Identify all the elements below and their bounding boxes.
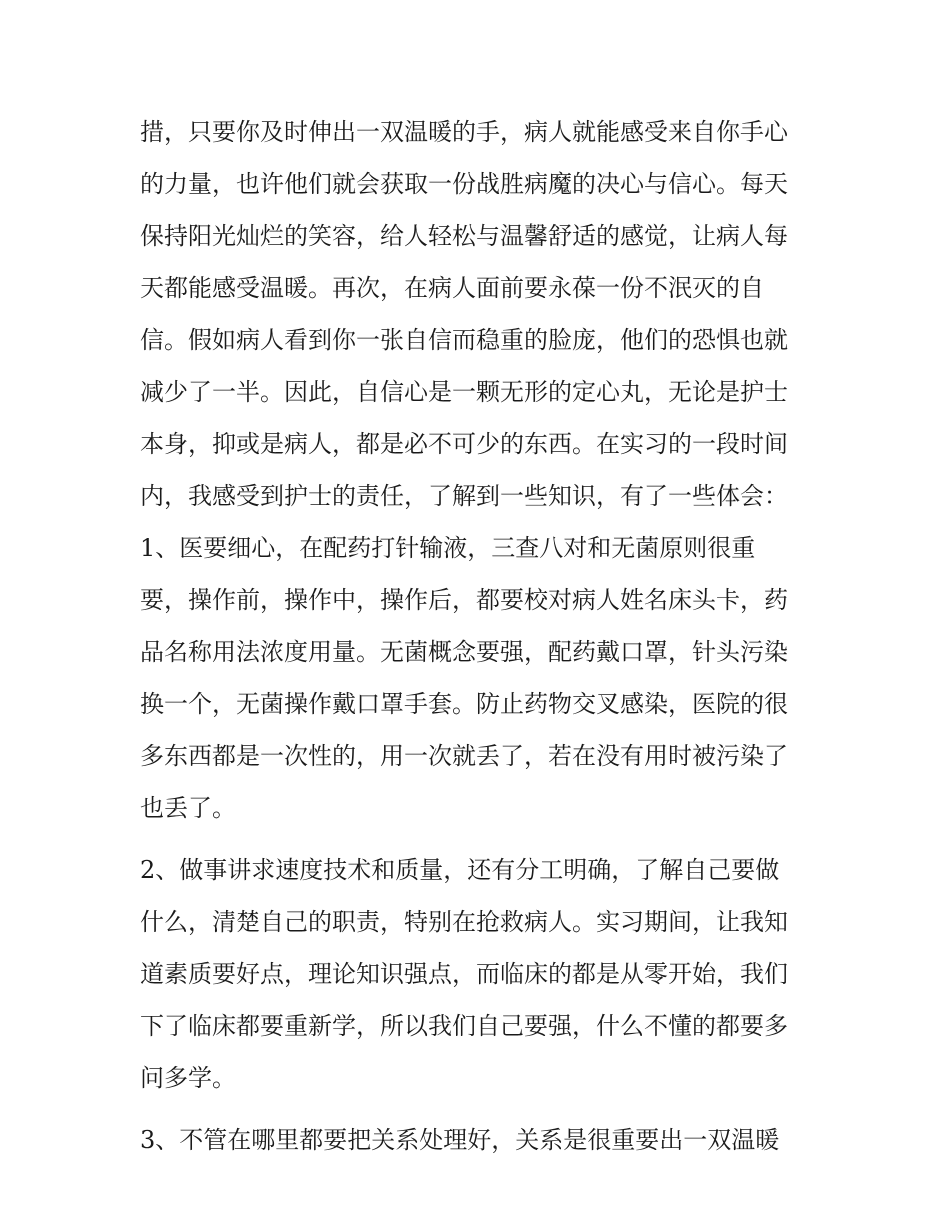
text-line: 减少了一半。因此，自信心是一颗无形的定心丸，无论是护士 [140, 378, 788, 406]
text-line: 天都能感受温暖。再次，在病人面前要永葆一份不泯灭的自 [140, 274, 764, 302]
text-line: 措，只要你及时伸出一双温暖的手，病人就能感受来自你手心 [140, 118, 788, 146]
text-line: 信。假如病人看到你一张自信而稳重的脸庞，他们的恐惧也就 [140, 326, 788, 354]
text-line: 保持阳光灿烂的笑容，给人轻松与温馨舒适的感觉，让病人每 [140, 222, 788, 250]
text-line: 多东西都是一次性的，用一次就丢了，若在没有用时被污染了 [140, 742, 788, 770]
text-line: 道素质要好点，理论知识强点，而临床的都是从零开始，我们 [140, 960, 788, 988]
text-line: 什么，清楚自己的职责，特别在抢救病人。实习期间，让我知 [140, 908, 788, 936]
text-line: 下了临床都要重新学，所以我们自己要强，什么不懂的都要多 [140, 1012, 788, 1040]
text-line: 的力量，也许他们就会获取一份战胜病魔的决心与信心。每天 [140, 170, 788, 198]
list-item-1-start: 1、医要细心，在配药打针输液，三查八对和无菌原则很重 [140, 534, 756, 562]
text-line: 问多学。 [140, 1064, 236, 1092]
text-line: 品名称用法浓度用量。无菌概念要强，配药戴口罩，针头污染 [140, 638, 788, 666]
text-line: 要，操作前，操作中，操作后，都要校对病人姓名床头卡，药 [140, 586, 788, 614]
text-line: 也丢了。 [140, 794, 236, 822]
list-item-3-start: 3、不管在哪里都要把关系处理好，关系是很重要出一双温暖 [140, 1126, 780, 1154]
text-line: 内，我感受到护士的责任，了解到一些知识，有了一些体会： [140, 482, 788, 510]
text-line: 本身，抑或是病人，都是必不可少的东西。在实习的一段时间 [140, 430, 788, 458]
document-body [140, 106, 820, 1166]
text-line: 换一个，无菌操作戴口罩手套。防止药物交叉感染，医院的很 [140, 690, 788, 718]
list-item-2-start: 2、做事讲求速度技术和质量，还有分工明确，了解自己要做 [140, 856, 780, 884]
